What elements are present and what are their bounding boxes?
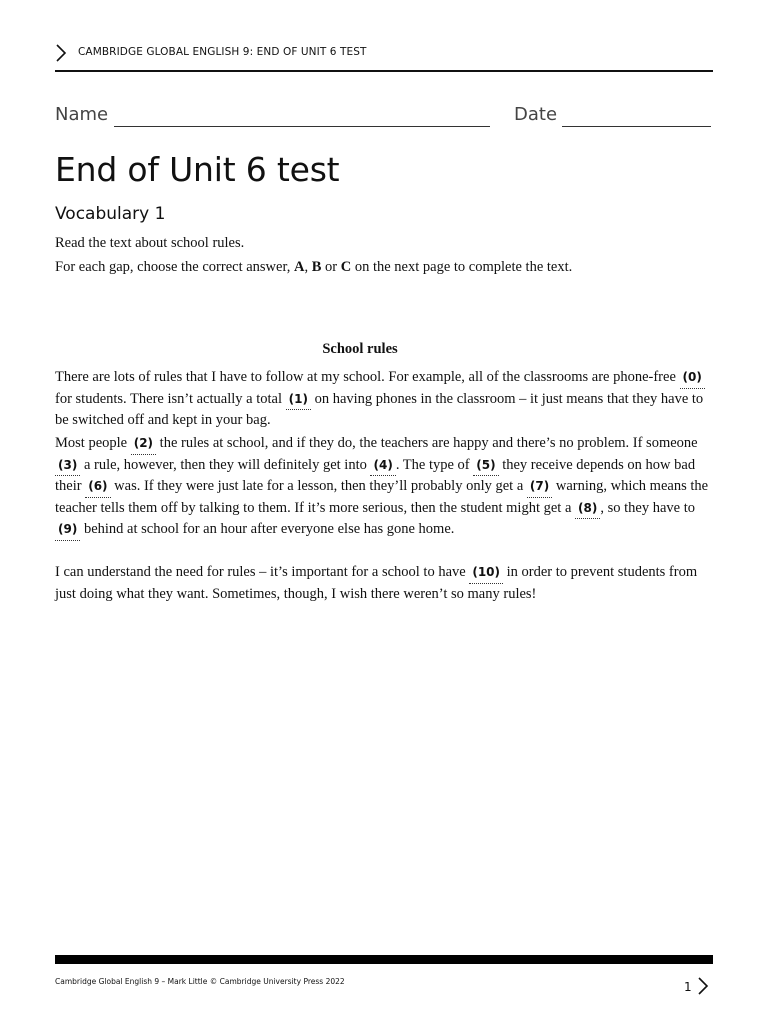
page-number: 1 [684,980,692,994]
instruction-text: For each gap, choose the correct answer, [55,259,294,275]
name-date-row [55,104,713,130]
footer-divider [55,955,713,964]
header-title: CAMBRIDGE GLOBAL ENGLISH 9: END OF UNIT 6 TEST [78,46,367,58]
paragraph-text: they receive depends on how bad their [55,456,696,494]
gap-8[interactable] [575,498,600,520]
gap-7[interactable] [527,476,552,498]
paragraph-3 [55,562,715,604]
gap-0 [680,367,705,389]
gap-1[interactable] [286,389,311,411]
gap-number: (9) [58,522,78,536]
gap-number: (8) [578,500,598,515]
paragraph-text: for students. There isn’t actually a total [55,390,286,407]
date-field[interactable] [562,126,711,127]
paragraph-text: I can understand the need for rules – it’s important for a school to have [55,564,470,580]
paragraph-text: , so they have to [600,499,695,516]
option-c: C [340,259,352,275]
paragraph-1 [55,367,715,431]
paragraph-text: behind at school for an hour after everyone else has gone home. [80,521,455,537]
option-a: A [293,259,305,275]
gap-3[interactable] [55,455,80,477]
text-title: School rules [322,341,398,357]
paragraph-text: in order to prevent students from just doing what they want. Sometimes, though, I wish there weren’t so many rules! [55,564,698,602]
paragraph-2 [55,433,715,541]
option-b: B [311,259,322,275]
gap-number: (0) [682,370,702,384]
gap-5[interactable] [473,455,498,477]
gap-number: (3) [58,457,78,472]
paragraph-text: was. If they were just late for a lesson, then they’ll probably only get a [110,478,527,494]
gap-number: (5) [476,457,496,472]
date-label: Date [514,104,558,125]
footer-credit: Cambridge Global English 9 – Mark Little © Cambridge University Press 2022 [55,977,345,986]
paragraph-text: There are lots of rules that I have to follow at my school. For example, all of the classrooms are phone-free [55,369,680,385]
instruction-line-2 [55,259,572,276]
gap-number: (1) [288,391,308,406]
gap-4[interactable] [370,455,395,477]
paragraph-text: Most people [55,435,131,451]
gap-9[interactable] [55,519,80,541]
gap-number: (4) [373,457,393,472]
gap-number: (6) [88,479,108,493]
gap-6[interactable] [85,476,110,498]
name-label: Name [55,104,109,125]
paragraph-text: . The type of [395,456,474,473]
gap-10[interactable] [469,562,503,584]
gap-number: (2) [133,436,154,450]
instruction-text: or [321,259,341,275]
chevron-right-icon [55,43,67,68]
gap-number: (7) [529,479,550,493]
paragraph-text: the rules at school, and if they do, the teachers are happy and there’s no problem. If someone [156,435,698,451]
page-header [55,43,713,72]
instruction-text: on the next page to complete the text. [351,259,573,275]
paragraph-text: warning, which means the teacher tells them off by talking to them. If it’s more serious, then the student might get a [55,478,709,516]
name-field[interactable] [114,126,490,127]
gap-number: (10) [472,565,501,579]
page-title: End of Unit 6 test [55,150,340,189]
instruction-line-1: Read the text about school rules. [55,235,245,251]
paragraph-text: a rule, however, then they will definitely get into [80,456,371,473]
paragraph-text: on having phones in the classroom – it just means that they have to be switched off and kept in your bag. [55,390,704,428]
gap-2[interactable] [131,433,156,455]
chevron-right-icon[interactable] [697,976,709,1001]
section-title: Vocabulary 1 [55,204,166,224]
instruction-text: , [304,259,312,275]
